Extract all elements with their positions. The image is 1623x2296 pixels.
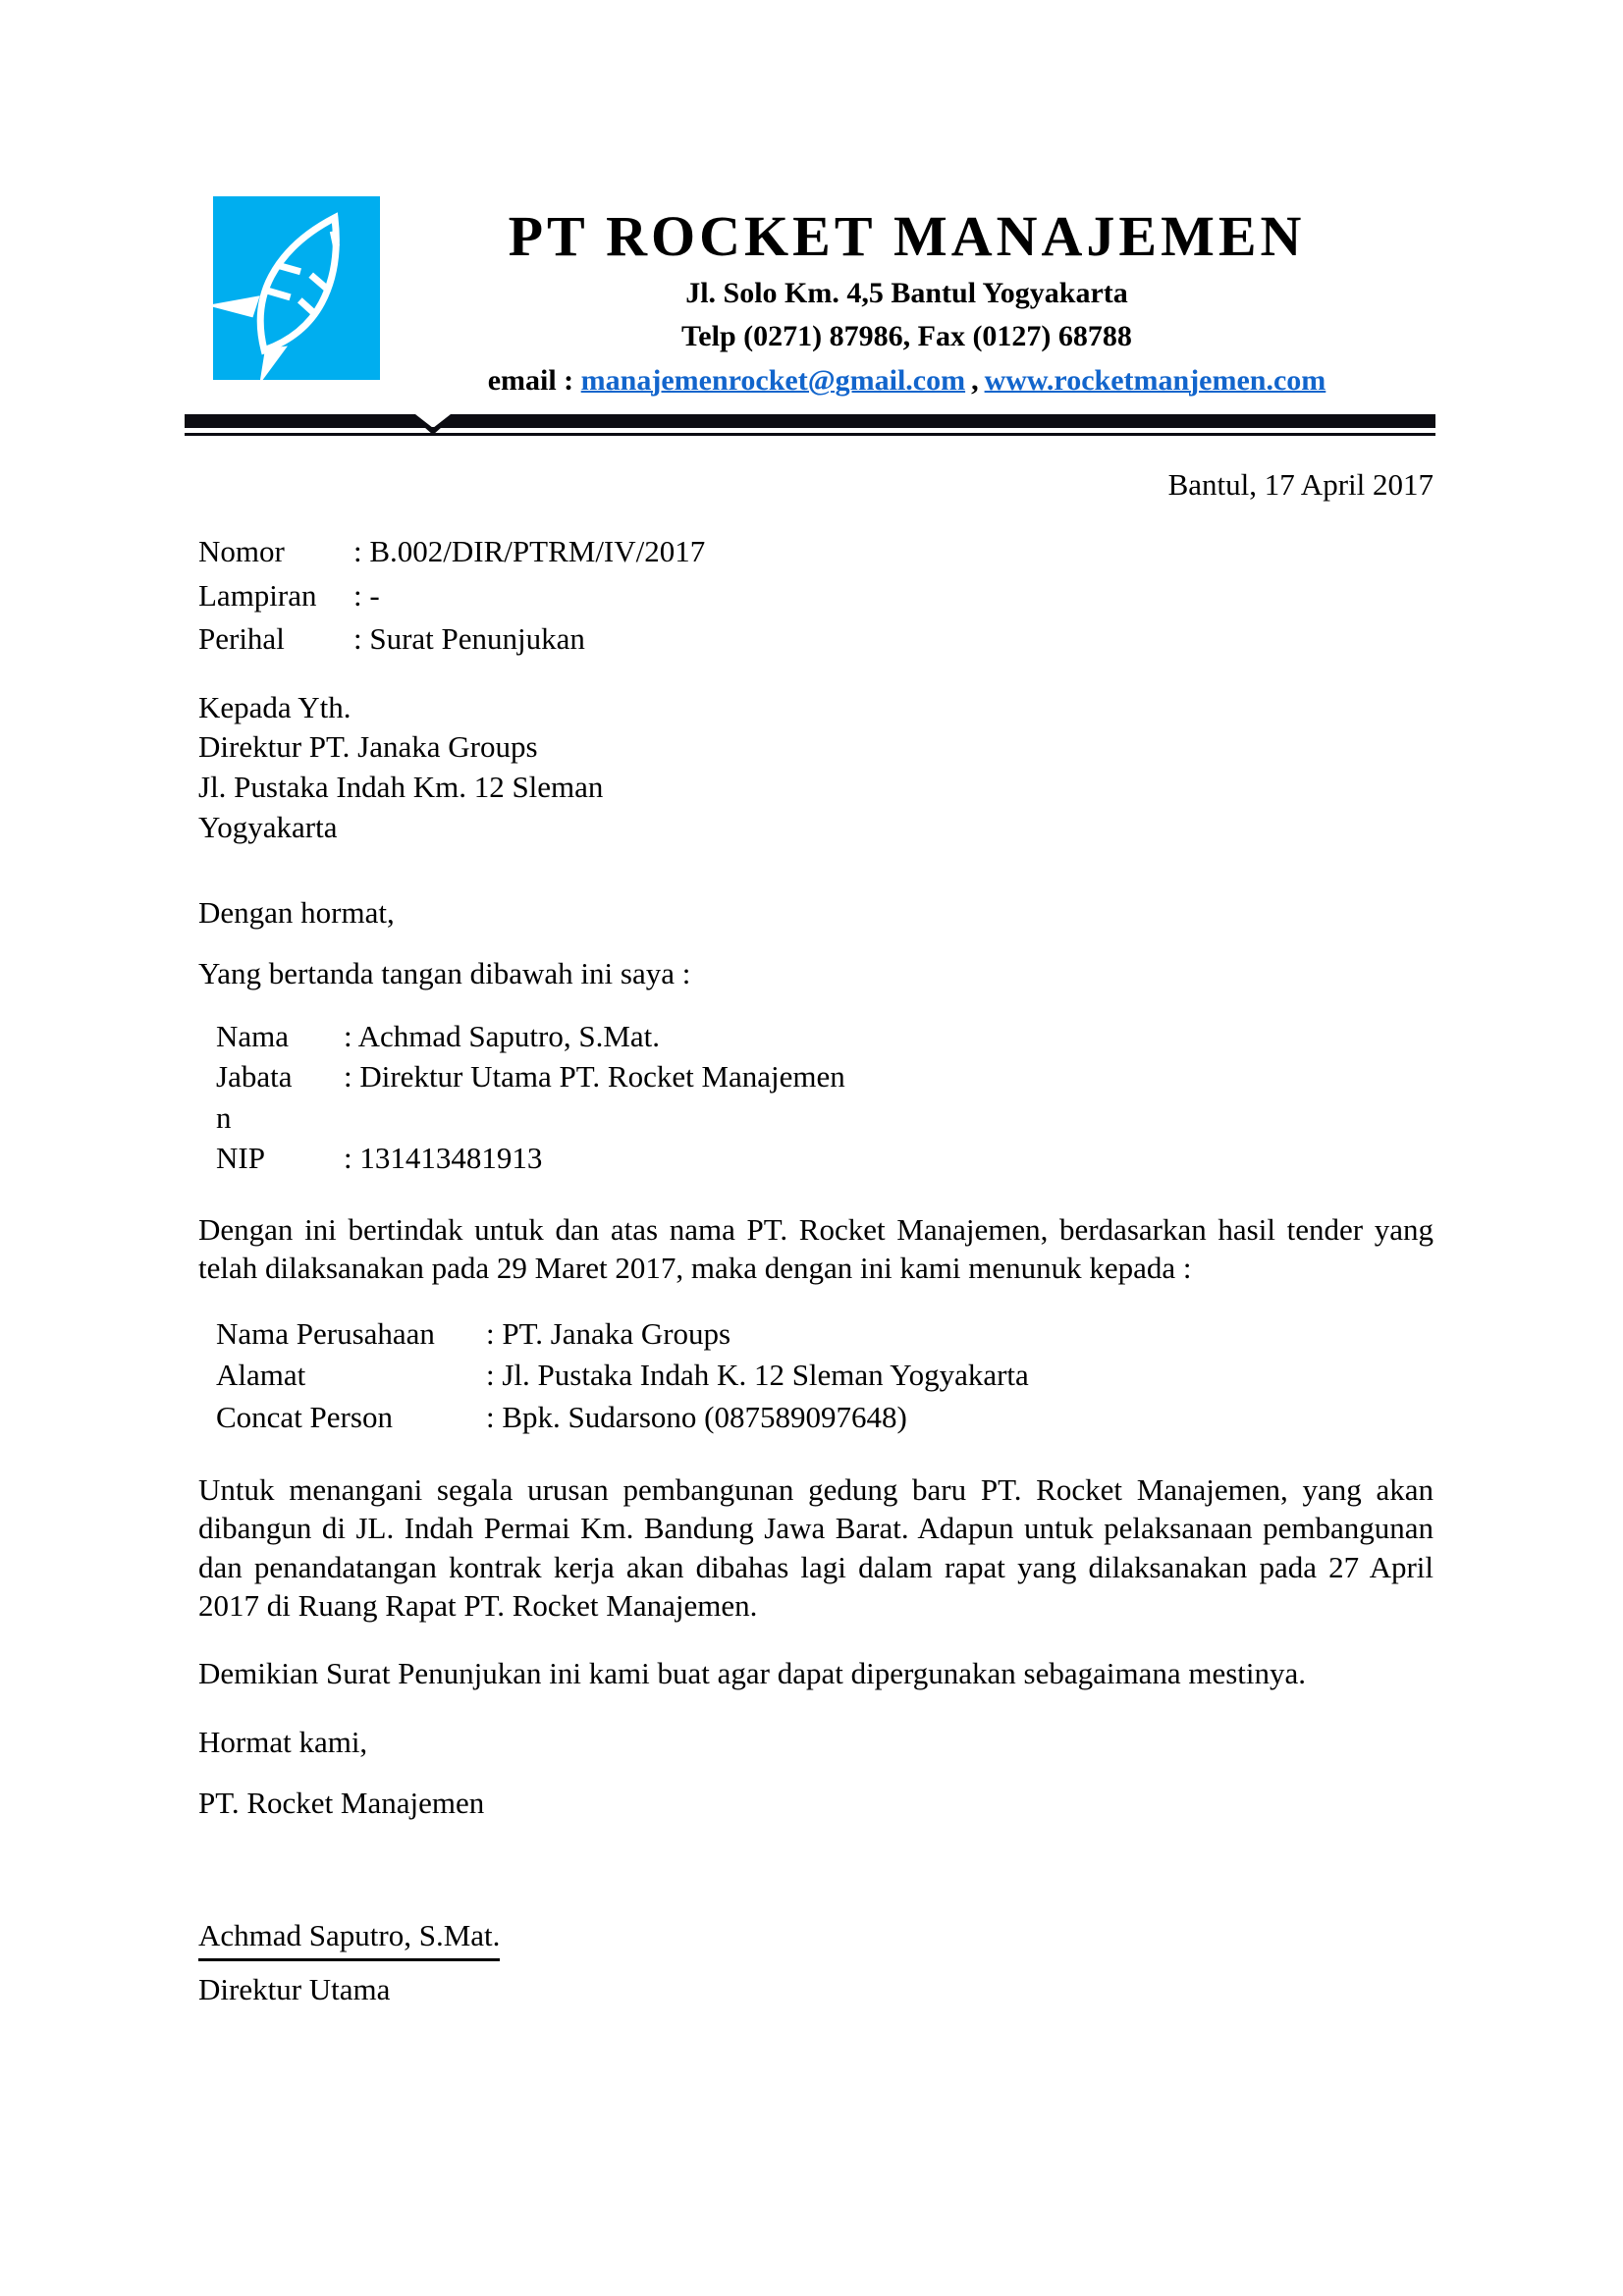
paragraph-closing: Demikian Surat Penunjukan ini kami buat agar dapat dipergunakan sebagaimana mestinya. [198,1656,1307,1691]
website-link[interactable]: www.rocketmanjemen.com [984,363,1326,397]
table-row [216,1355,1029,1397]
company-address: Jl. Solo Km. 4,5 Bantul Yogyakarta [685,276,1128,309]
row-value: : Direktur Utama PT. Rocket Manajemen [344,1059,845,1095]
company-table [216,1313,1029,1439]
company-phone-fax: Telp (0271) 87986, Fax (0127) 68788 [681,320,1132,353]
table-row [198,574,705,617]
row-label: Nama [216,1018,290,1053]
row-label: NIP [216,1141,265,1176]
table-row [216,1397,1029,1439]
salutation: Dengan hormat, [198,895,395,931]
table-row [216,1056,845,1097]
divider-bar [185,414,1435,428]
company-logo [213,196,380,380]
email-link[interactable]: manajemenrocket@gmail.com [580,363,966,397]
company-title: PT ROCKET MANAJEMEN [508,204,1306,268]
row-label: Nama Perusahaan [216,1315,435,1351]
rocket-icon [213,196,380,380]
paragraph-tender: Dengan ini bertindak untuk dan atas nama PT. Rocket Manajemen, berdasarkan hasil tender yang telah dilaksanakan pada 29 Maret 2017, maka dengan ini kami menunuk kepada : [198,1211,1434,1286]
row-label: Nomor [198,534,285,569]
row-value [344,1097,845,1139]
table-row [198,617,705,661]
table-row [216,1313,1029,1356]
row-value: : - [353,577,380,613]
recipient-line: Jl. Pustaka Indah Km. 12 Sleman [198,770,604,805]
table-row [216,1138,845,1179]
intro-line: Yang bertanda tangan dibawah ini saya : [198,956,691,991]
closing-regards: Hormat kami, [198,1724,368,1759]
signature-title: Direktur Utama [198,1972,391,2007]
table-row [198,530,705,573]
meta-table [198,530,705,660]
header-divider [185,414,1435,436]
row-value: : Surat Penunjukan [353,620,585,656]
row-value: : B.002/DIR/PTRM/IV/2017 [353,534,706,569]
row-label: Alamat [216,1358,306,1393]
divider-notch-tip [424,427,442,435]
row-value: : 131413481913 [344,1141,543,1176]
table-row [216,1097,845,1139]
row-value: : Bpk. Sudarsono (087589097648) [486,1400,907,1435]
recipient-line: Kepada Yth. [198,689,352,724]
row-value: : PT. Janaka Groups [486,1315,731,1351]
signature-name: Achmad Saputro, S.Mat. [198,1917,500,1961]
divider-thin-line [185,433,1435,436]
letterhead [198,196,1434,400]
row-value: : Jl. Pustaka Indah K. 12 Sleman Yogyakarta [486,1358,1029,1393]
row-label: Perihal [198,620,285,656]
divider-notch [415,414,451,428]
letterhead-text [380,196,1434,400]
recipient-block [198,688,1434,849]
email-label: email : [487,363,574,397]
company-contact-line [380,361,1434,401]
recipient-line: Direktur PT. Janaka Groups [198,729,538,765]
row-value: : Achmad Saputro, S.Mat. [344,1018,661,1053]
row-label: Lampiran [198,577,317,613]
link-separator: , [971,363,979,397]
recipient-line: Yogyakarta [198,810,338,845]
paragraph-assignment: Untuk menangani segala urusan pembangunan gedung baru PT. Rocket Manajemen, yang akan dibangun di JL. Indah Permai Km. Bandung Jawa Barat. Adapun untuk pelaksanaan pembangunan dan penandatangan kontrak kerja akan dibahas lagi dalam rapat yang dilaksanakan pada 27 April 2017 di Ruang Rapat PT. Rocket Manajemen. [198,1471,1434,1623]
date-line: Bantul, 17 April 2017 [1167,467,1434,503]
row-label: Concat Person [216,1400,393,1435]
row-label: Jabata [216,1059,293,1095]
closing-company-name: PT. Rocket Manajemen [198,1785,485,1820]
row-label: n [216,1099,232,1135]
person-table [216,1016,845,1179]
table-row [216,1016,845,1057]
